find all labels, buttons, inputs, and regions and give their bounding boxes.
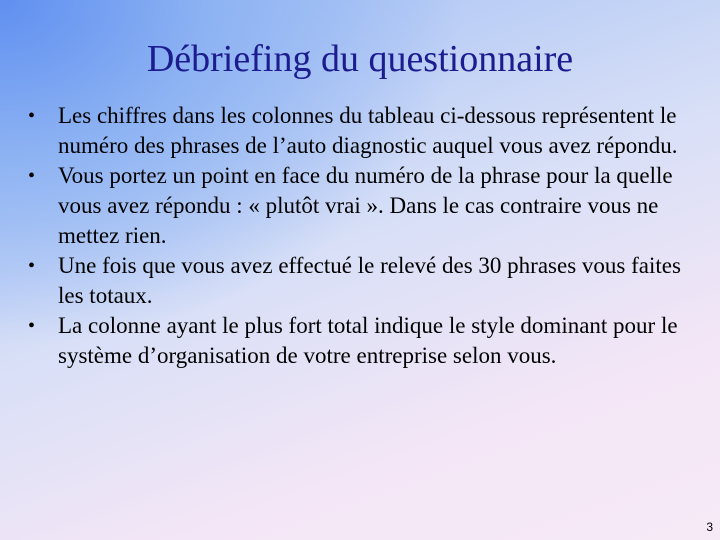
bullet-item bbox=[28, 251, 698, 311]
bullet-icon: • bbox=[28, 165, 36, 187]
bullet-icon: • bbox=[28, 105, 36, 127]
bullet-text: Une fois que vous avez effectué le relevé des 30 phrases vous faites les totaux. bbox=[58, 253, 681, 308]
slide-title: Débriefing du questionnaire bbox=[146, 38, 574, 80]
bullet-item bbox=[28, 101, 698, 161]
bullet-list bbox=[28, 101, 698, 371]
page-number: 3 bbox=[706, 520, 713, 534]
bullet-text: Vous portez un point en face du numéro de la phrase pour la quelle vous avez répondu : « plutôt vrai ». Dans le cas contraire vous ne mettez rien. bbox=[58, 163, 673, 248]
bullet-item bbox=[28, 161, 698, 251]
bullet-item bbox=[28, 311, 698, 371]
bullet-icon: • bbox=[28, 315, 36, 337]
bullet-text: Les chiffres dans les colonnes du tableau ci-dessous représentent le numéro des phrases de l’auto diagnostic auquel vous avez répondu. bbox=[58, 103, 678, 158]
bullet-text: La colonne ayant le plus fort total indique le style dominant pour le système d’organisation de votre entreprise selon vous. bbox=[58, 313, 678, 368]
bullet-icon: • bbox=[28, 255, 36, 277]
